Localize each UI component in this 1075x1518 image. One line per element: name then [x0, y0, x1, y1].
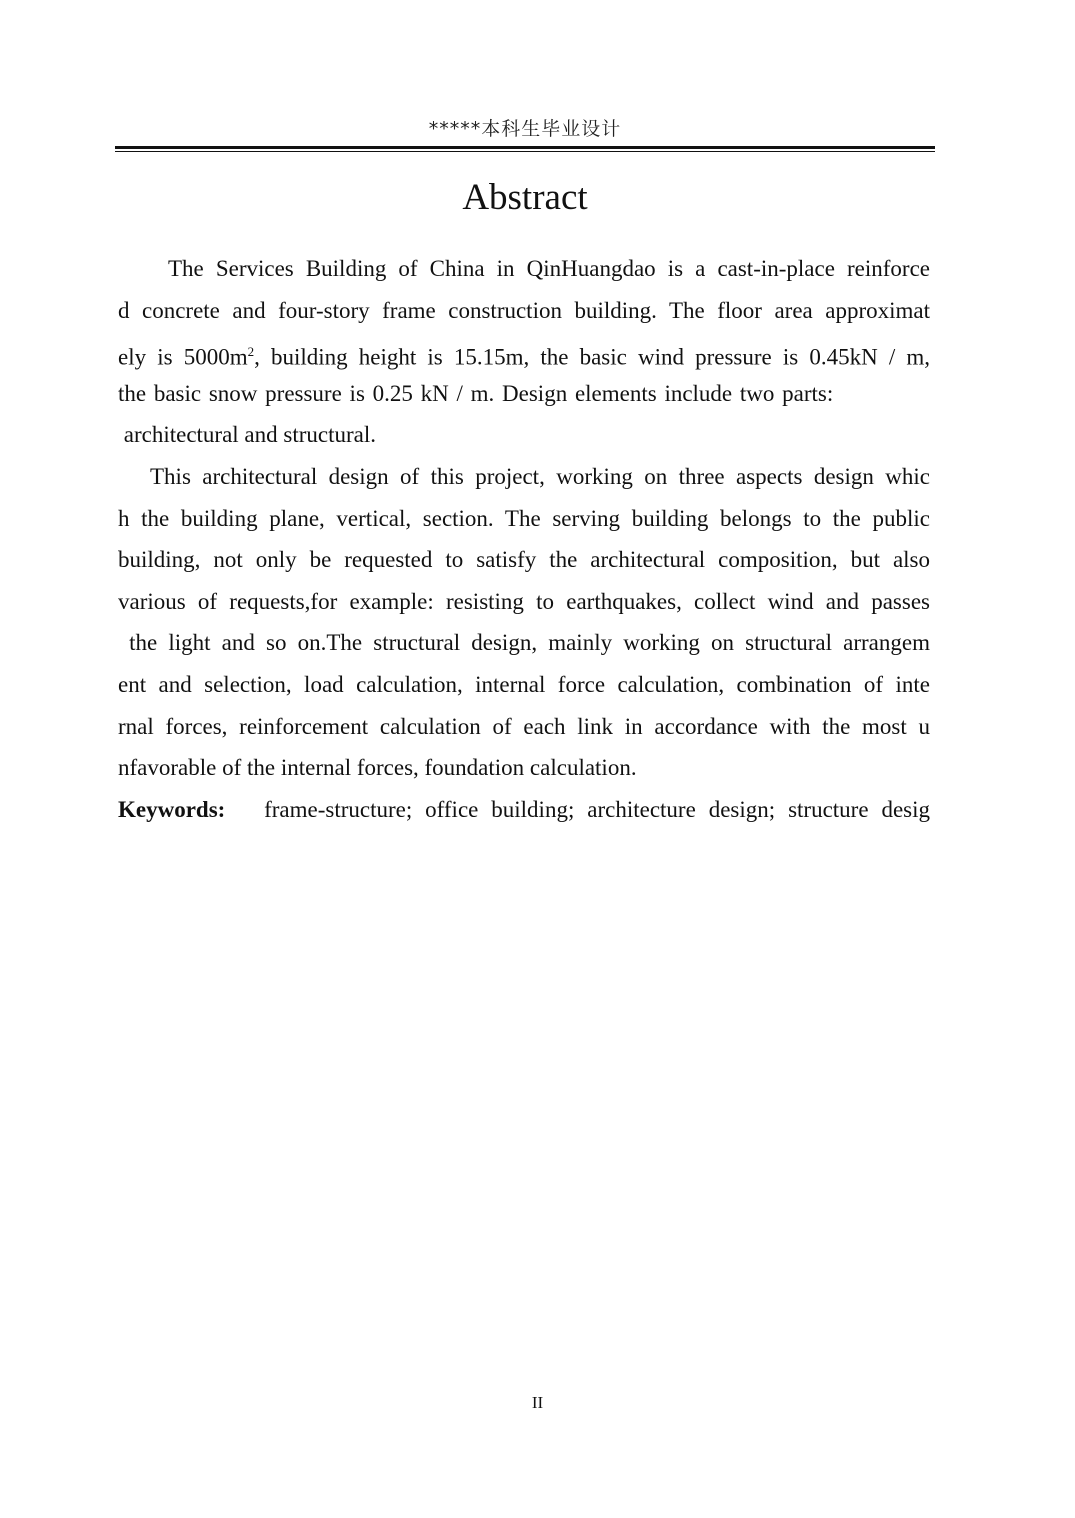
keywords-line [118, 789, 930, 831]
text-segment: ely is 5000m [118, 344, 248, 370]
paragraph-line: various of requests,for example: resisting to earthquakes, collect wind and passes [118, 588, 930, 614]
page-number: II [531, 1393, 544, 1412]
keywords-label: Keywords: [118, 796, 226, 822]
text-segment: , building height is 15.15m, the basic wind pressure is 0.45kN / m, [254, 344, 930, 370]
abstract-body [118, 248, 930, 830]
paragraph-line: d concrete and four-story frame construction building. The floor area approximat [118, 297, 930, 323]
paragraph-line: architectural and structural. [118, 422, 376, 448]
paragraph-line: the light and so on.The structural design, mainly working on structural arrangem [118, 630, 930, 656]
header-rule-thin [115, 151, 935, 152]
paragraph-line [118, 331, 930, 373]
running-header: *****本科生毕业设计 [428, 118, 622, 140]
paragraph-line: the basic snow pressure is 0.25 kN / m. Design elements include two parts: [118, 380, 834, 406]
page-title: Abstract [462, 177, 588, 218]
paragraph-line: ent and selection, load calculation, internal force calculation, combination of inte [118, 671, 930, 697]
paragraph-line: building, not only be requested to satisfy the architectural composition, but also [118, 547, 930, 573]
paragraph-line: rnal forces, reinforcement calculation of each link in accordance with the most u [118, 713, 930, 739]
header-rule-thick [115, 146, 935, 149]
paragraph-line: This architectural design of this project, working on three aspects design whic [150, 463, 930, 489]
paragraph-line: The Services Building of China in QinHuangdao is a cast-in-place reinforce [168, 256, 930, 281]
paragraph-line: nfavorable of the internal forces, foundation calculation. [118, 755, 637, 781]
keywords-text: frame-structure; office building; architecture design; structure desig [264, 796, 931, 822]
superscript: 2 [247, 344, 255, 360]
paragraph-line: h the building plane, vertical, section. The serving building belongs to the public [118, 505, 930, 531]
